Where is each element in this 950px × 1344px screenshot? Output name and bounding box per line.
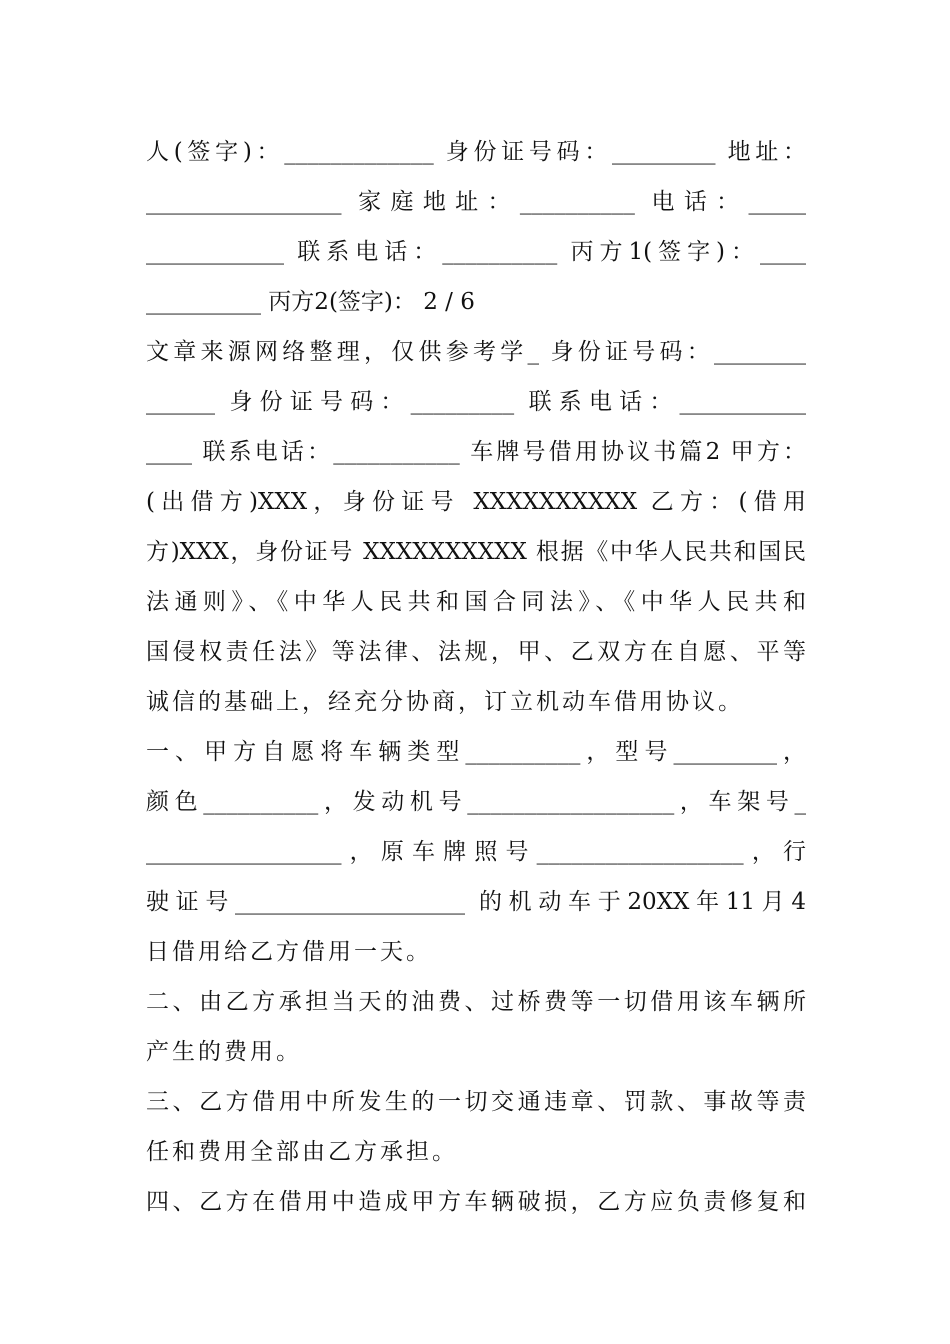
text-line: 日借用给乙方借用一天。 (146, 939, 432, 965)
text-line: 方)XXX，身份证号 XXXXXXXXXX 根据《中华人民共和国民 (146, 539, 806, 565)
text-line: 文章来源网络整理，仅供参考学_ 身份证号码：________ (146, 339, 806, 365)
text-line: 产生的费用。 (146, 1039, 302, 1065)
text-line: 颜色__________，发动机号__________________，车架号_ (146, 789, 806, 815)
text-line: ______ 身份证号码：_________ 联系电话：___________ (146, 389, 806, 415)
text-line: __________ 丙方2(签字)： 2 / 6 (146, 289, 475, 315)
text-line: _________________，原车牌照号__________________，行 (146, 839, 806, 865)
text-line: 二、由乙方承担当天的油费、过桥费等一切借用该车辆所 (146, 989, 806, 1015)
document-page (146, 127, 806, 1227)
text-line: 驶证号____________________ 的机动车于20XX年11月4 (146, 889, 806, 915)
text-line: 国侵权责任法》等法律、法规，甲、乙双方在自愿、平等 (146, 639, 806, 665)
text-line: ____ 联系电话：___________ 车牌号借用协议书篇2 甲方： (146, 439, 806, 465)
text-line: 诚信的基础上，经充分协商，订立机动车借用协议。 (146, 689, 744, 715)
text-line: _________________ 家庭地址：__________ 电话：_____ (146, 189, 806, 215)
text-line: 三、乙方借用中所发生的一切交通违章、罚款、事故等责 (146, 1089, 806, 1115)
text-line: 四、乙方在借用中造成甲方车辆破损，乙方应负责修复和 (146, 1189, 806, 1215)
text-line: 法通则》、《中华人民共和国合同法》、《中华人民共和 (146, 589, 806, 615)
text-line: 一、甲方自愿将车辆类型__________，型号_________， (146, 739, 806, 765)
text-line: 人(签字)：_____________ 身份证号码：_________ 地址： (146, 139, 806, 165)
text-line: (出借方)XXX，身份证号 XXXXXXXXXX 乙方：(借用 (146, 489, 806, 515)
text-line: 任和费用全部由乙方承担。 (146, 1139, 458, 1165)
text-line: ____________ 联系电话：__________ 丙方1(签字)：____ (146, 239, 806, 265)
